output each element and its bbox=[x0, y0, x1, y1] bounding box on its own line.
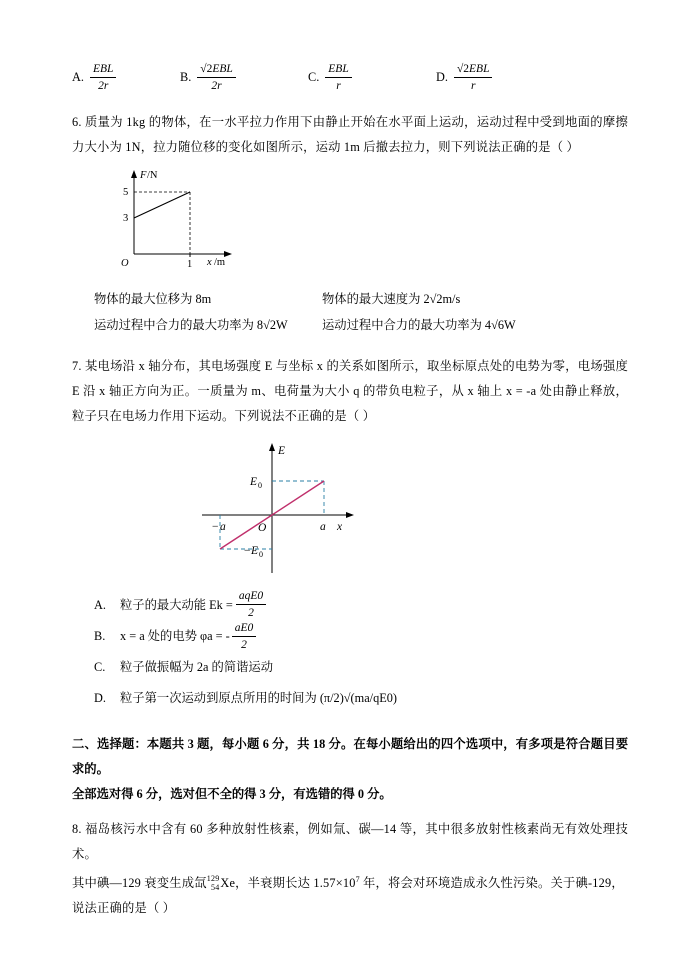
option-b-numerator bbox=[197, 62, 236, 78]
question-6-body: 质量为 1kg 的物体，在一水平拉力作用下由静止开始在水平面上运动，运动过程中受到地面的摩擦力大小为 1N，拉力随位移的变化如图所示，运动 1m 后撤去拉力，则下列说法正确的是（ ） bbox=[72, 114, 629, 154]
force-displacement-graph bbox=[106, 166, 336, 284]
q7-option-c-text: 粒子做振幅为 2a 的简谐运动 bbox=[120, 660, 274, 675]
question-7-option-a[interactable] bbox=[94, 589, 628, 621]
question-8-body-2b: ，半衰期长达 1.57×10 bbox=[235, 876, 356, 891]
question-8-line-1 bbox=[72, 817, 628, 867]
option-a[interactable] bbox=[72, 62, 180, 94]
svg-text:E: E bbox=[250, 475, 258, 488]
option-b-denominator: 2r bbox=[211, 80, 222, 93]
q7-option-d-text: 粒子第一次运动到原点所用的时间为 (π/2)√(ma/qE0) bbox=[120, 691, 397, 706]
page-content bbox=[72, 58, 628, 921]
option-b-label: B. bbox=[180, 70, 192, 85]
question-7-figure bbox=[162, 437, 452, 587]
section-2-heading-line-2 bbox=[72, 782, 628, 807]
question-6-option-d[interactable] bbox=[322, 312, 516, 338]
q7-option-b-text: x = a 处的电势 φa = - bbox=[120, 629, 230, 644]
q7-option-a-fraction bbox=[236, 589, 266, 621]
question-7-number: 7. bbox=[72, 358, 82, 373]
q7-a-numerator: aqE0 bbox=[236, 589, 266, 605]
option-c-numerator: EBL bbox=[325, 62, 351, 78]
option-a-fraction bbox=[90, 62, 116, 94]
question-8-body-2a: 其中碘—129 衰变生成氙 bbox=[72, 876, 207, 891]
option-b-num-text: EBL bbox=[212, 63, 233, 75]
option-c-label: C. bbox=[308, 70, 320, 85]
q7-option-a-text: 粒子的最大动能 Ek = bbox=[120, 597, 233, 612]
option-d-label: D. bbox=[436, 70, 448, 85]
option-c[interactable] bbox=[308, 62, 436, 94]
question-7-options bbox=[94, 589, 628, 715]
q7-option-c-label: C. bbox=[94, 660, 106, 675]
question-6-option-a[interactable] bbox=[72, 286, 322, 312]
option-c-denominator: r bbox=[336, 80, 341, 93]
question-7-option-c[interactable] bbox=[94, 652, 628, 682]
svg-text:O: O bbox=[121, 257, 129, 269]
svg-text:3: 3 bbox=[123, 212, 129, 224]
option-d-denominator: r bbox=[470, 80, 476, 93]
option-c-fraction bbox=[325, 62, 351, 94]
nuclide-symbol: Xe bbox=[220, 876, 236, 891]
q7-b-numerator: aE0 bbox=[232, 621, 257, 637]
svg-text:E: E bbox=[251, 544, 259, 557]
question-6-options-2 bbox=[72, 312, 628, 338]
question-8-body-1: 福岛核污水中含有 60 多种放射性核素，例如氚、碳—14 等，其中很多放射性核素尚无有效处理技术。 bbox=[72, 822, 628, 862]
question-8-number: 8. bbox=[72, 822, 82, 837]
svg-text:5: 5 bbox=[123, 186, 129, 198]
option-b[interactable] bbox=[180, 62, 308, 94]
section-2-line-2-text: 全部选对得 6 分，选对但不全的得 3 分，有选错的得 0 分。 bbox=[72, 787, 392, 802]
question-6-figure bbox=[106, 166, 336, 284]
question-7-option-b[interactable] bbox=[94, 621, 628, 653]
svg-text:0: 0 bbox=[259, 549, 263, 559]
option-a-label: A. bbox=[72, 70, 84, 85]
option-a-denominator: 2r bbox=[98, 80, 109, 93]
option-d-numerator bbox=[454, 62, 493, 78]
question-6-text bbox=[72, 110, 628, 160]
question-8-body-3: 说法正确的是（ ） bbox=[72, 901, 176, 916]
q6-option-a-text: 物体的最大位移为 8m bbox=[94, 291, 212, 306]
option-d-fraction bbox=[454, 62, 493, 94]
option-d-num-text: EBL bbox=[469, 63, 490, 75]
svg-text:x: x bbox=[207, 256, 212, 268]
svg-text:F: F bbox=[140, 169, 147, 181]
question-7-text bbox=[72, 354, 628, 429]
nuclide-atomic-number: 54 bbox=[211, 882, 220, 892]
q6-option-c-text: 运动过程中合力的最大功率为 8√2W bbox=[94, 317, 288, 332]
field-strength-graph bbox=[162, 437, 452, 587]
question-6-options bbox=[72, 286, 628, 312]
q6-option-d-text: 运动过程中合力的最大功率为 4√6W bbox=[322, 317, 516, 332]
question-7-body: 某电场沿 x 轴分布，其电场强度 E 与坐标 x 的关系如图所示，取坐标原点处的电势为零，电场强度 E 沿 x 轴正方向为正。一质量为 m、电荷量为大小 q 的带负电粒子，从 x 轴上 x = -a 处由静止释放，粒子只在电场力作用下运动。下列说法不正确的是（ ） bbox=[72, 358, 628, 423]
svg-text:/N: /N bbox=[147, 169, 158, 181]
option-a-numerator: EBL bbox=[90, 62, 116, 78]
svg-text:1: 1 bbox=[187, 258, 193, 270]
section-2-heading-line-1 bbox=[72, 732, 628, 782]
question-6-number: 6. bbox=[72, 114, 82, 129]
svg-text:0: 0 bbox=[258, 480, 262, 490]
q6-option-b-text: 物体的最大速度为 2√2m/s bbox=[322, 291, 461, 306]
svg-text:O: O bbox=[258, 521, 267, 534]
svg-text:−: − bbox=[244, 544, 251, 557]
question-6-option-b[interactable] bbox=[322, 286, 460, 312]
question-6-option-c[interactable] bbox=[72, 312, 322, 338]
svg-text:x: x bbox=[337, 520, 343, 533]
q7-option-d-label: D. bbox=[94, 691, 106, 706]
svg-text:−: − bbox=[212, 520, 219, 533]
question-8-line-2 bbox=[72, 867, 628, 896]
q7-b-denominator: 2 bbox=[241, 638, 247, 651]
q7-option-b-fraction bbox=[232, 621, 257, 653]
svg-text:a: a bbox=[320, 520, 326, 533]
sqrt-symbol-b: √2 bbox=[200, 63, 213, 75]
options-row-top bbox=[72, 62, 628, 94]
option-b-fraction bbox=[197, 62, 236, 94]
question-8-body-2c: 年，将会对环境造成永久性污染。关于碘-129， bbox=[359, 876, 624, 891]
svg-text:E: E bbox=[278, 444, 286, 457]
q7-a-denominator: 2 bbox=[248, 607, 254, 620]
section-2-line-1-text: 二、选择题：本题共 3 题，每小题 6 分，共 18 分。在每小题给出的四个选项中，有多项是符合题目要求的。 bbox=[72, 737, 628, 777]
option-d[interactable] bbox=[436, 62, 492, 94]
sqrt-symbol-d: √2 bbox=[456, 63, 470, 75]
question-8-line-3 bbox=[72, 896, 628, 921]
svg-text:/m: /m bbox=[214, 256, 226, 268]
xenon-nuclide-notation bbox=[207, 875, 220, 892]
nuclide-mass-number: 129 bbox=[206, 874, 220, 884]
svg-text:a: a bbox=[220, 520, 226, 533]
q7-option-b-label: B. bbox=[94, 629, 106, 644]
q7-option-a-label: A. bbox=[94, 597, 106, 612]
question-8-exponent: 7 bbox=[355, 875, 360, 885]
question-7-option-d[interactable] bbox=[94, 682, 628, 714]
